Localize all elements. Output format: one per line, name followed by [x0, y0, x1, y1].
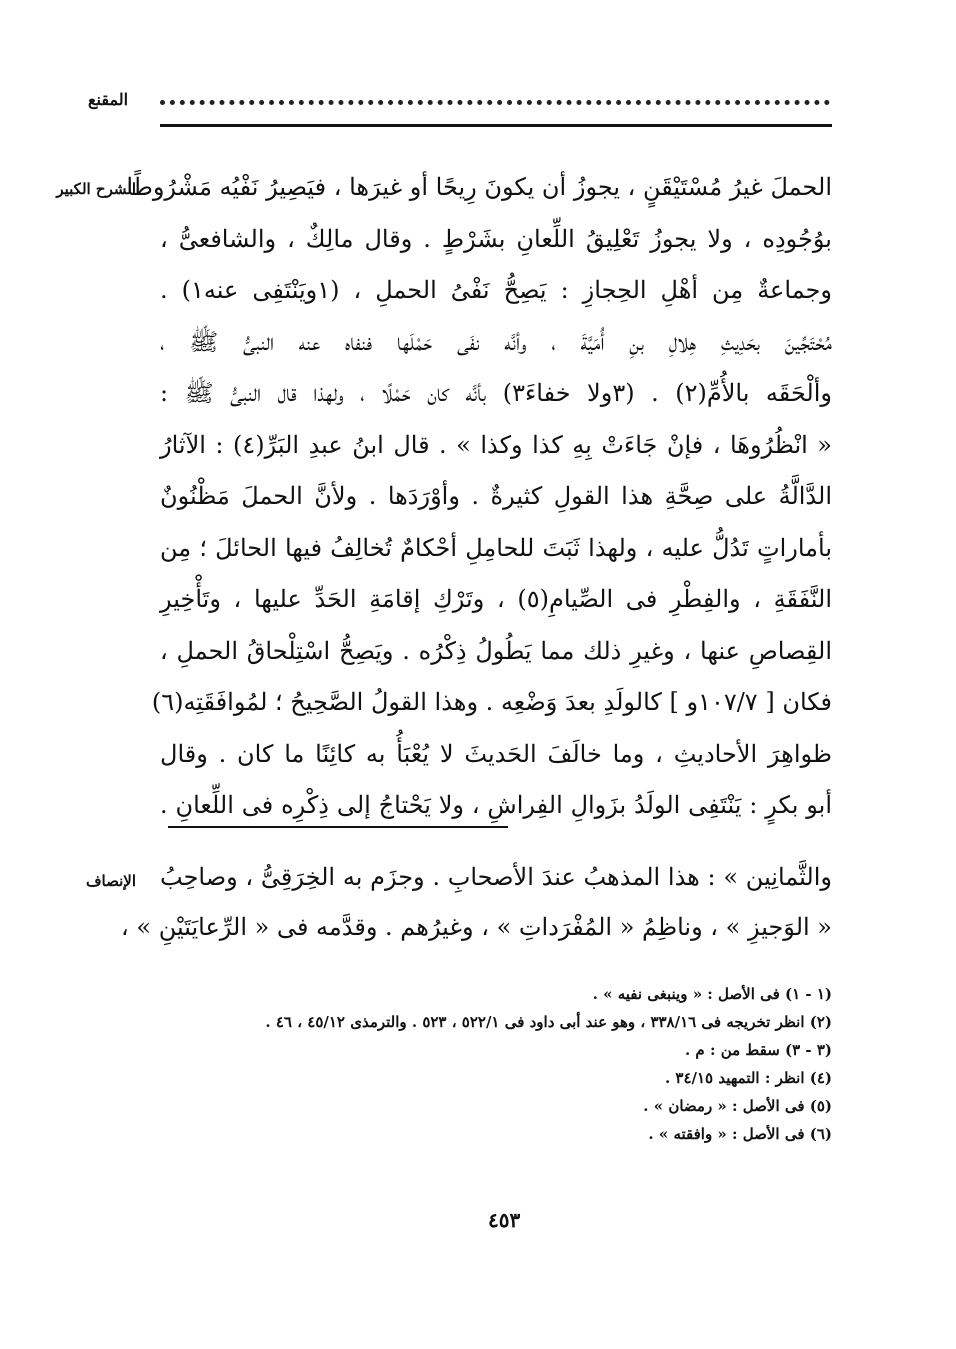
main-text-line: ظواهِرَ الأحاديثِ ، وما خالَفَ الحَديثَ لا يُعْبَأُ به كائِنًا ما كان . وقال [160, 739, 832, 768]
main-text-line: « انْظُرُوهَا ، فإنْ جَاءَتْ بِهِ كذا وكذا » . قال ابنُ عبدِ البَرِّ(٤) : الآثارُ [160, 430, 832, 459]
footnote: (٥) فى الأصل : « رمضان » . [643, 1097, 832, 1115]
main-text-line: فكان [ ١٠٧/٧و ] كالولَدِ بعدَ وَضْعِه . وهذا القولُ الصَّحِيحُ ؛ لمُوافَقَتِه(٦) [151, 688, 832, 716]
main-text-line: الحملَ غيرُ مُسْتَيْقَنٍ ، يجوزُ أن يكونَ رِيحًا أو غيرَها ، فيَصِيرُ نَفْيُه مَشْرُوطًا [126, 173, 832, 201]
main-text-line: القِصاصِ عنها ، وغيرِ ذلك مما يَطُولُ ذِكْرُه . ويَصِحُّ اسْتِلْحاقُ الحملِ ، [160, 636, 832, 665]
footnote: (٤) انظر : التمهيد ٣٤/١٥ . [664, 1069, 832, 1087]
header-dotted-rule [160, 84, 830, 105]
main-text-line: وجماعةٌ مِن أهْلِ الحِجازِ : يَصِحُّ نَفْىُ الحملِ ، (١ويَنْتَفِى عنه١) . [160, 276, 832, 304]
main-text-line: الدَّالَّةُ على صِحَّةِ هذا القولِ كثيرةٌ . وأوْرَدَها . ولأنَّ الحملَ مَظْنُونٌ [160, 482, 832, 510]
page-number: ٤٥٣ [488, 1208, 521, 1232]
main-text-line: النَّفَقَةِ ، والفِطْرِ فى الصِّيامِ(٥) ، وتَرْكِ إقامَةِ الحَدِّ عليها ، وتَأْخِيرِ [160, 585, 832, 613]
section-label-insaf: الإنصاف [85, 872, 136, 890]
footnotes-block [160, 980, 832, 1148]
main-text-line: بأماراتٍ تَدُلُّ عليه ، ولهذا ثَبَتَ للحامِلِ أحْكامٌ تُخالِفُ فيها الحائلَ ؛ مِن [160, 533, 832, 562]
main-text-block [126, 162, 833, 832]
section-label-sharh: الشرح الكبير [56, 180, 136, 198]
header-solid-rule [160, 124, 832, 127]
header-title: المقنع [88, 90, 129, 109]
main-text-line: مُحْتَجِّينَ بحَدِيثِ هِلالِ بنِ أُمَيَّةَ ، وأنَّه نفَى حَمْلَها فنفاه عنه النبىُّ ﷺ ، [160, 327, 832, 356]
main-text-line: أبو بكرٍ : يَنْتَفِى الولَدُ بزَوالِ الفِراشِ ، ولا يَحْتاجُ إلى ذِكْرِه فى اللِّعانِ . [160, 791, 832, 819]
footnote: (٣ - ٣) سقط من : م . [684, 1041, 832, 1059]
section-divider-rule [168, 826, 508, 828]
footnote: (٢) انظر تخريجه فى ٣٣٨/١٦ ، وهو عند أبى داود فى ٥٢٢/١ ، ٥٢٣ . والترمذى ٤٥/١٢ ، ٤٦ . [265, 1013, 832, 1031]
insaf-text-block [121, 852, 832, 952]
insaf-text-line: والثَّمانِين » : هذا المذهبُ عندَ الأصحابِ . وجزَم به الخِرَقِىُّ ، وصاحِبُ [160, 863, 832, 891]
footnote: (٦) فى الأصل : « وافقته » . [648, 1125, 832, 1143]
footnote: (١ - ١) فى الأصل : « وينبغى نفيه » . [592, 985, 832, 1003]
main-text-line: بوُجُودِه ، ولا يجوزُ تَعْلِيقُ اللِّعانِ بشَرْطٍ . وقال مالِكٌ ، والشافعىُّ ، [160, 224, 832, 253]
insaf-text-line: « الوَجيزِ » ، وناظِمُ « المُفْرَداتِ » ، وغيرُهم . وقدَّمه فى « الرِّعايَتَيْنِ » ، [121, 913, 832, 941]
main-text-line: وألْحَقَه بالأُمِّ(٢) . (٣ولا خفاءَ٣) بأنَّه كان حَمْلًا ، ولهذا قال النبىُّ ﷺ : [160, 379, 833, 407]
